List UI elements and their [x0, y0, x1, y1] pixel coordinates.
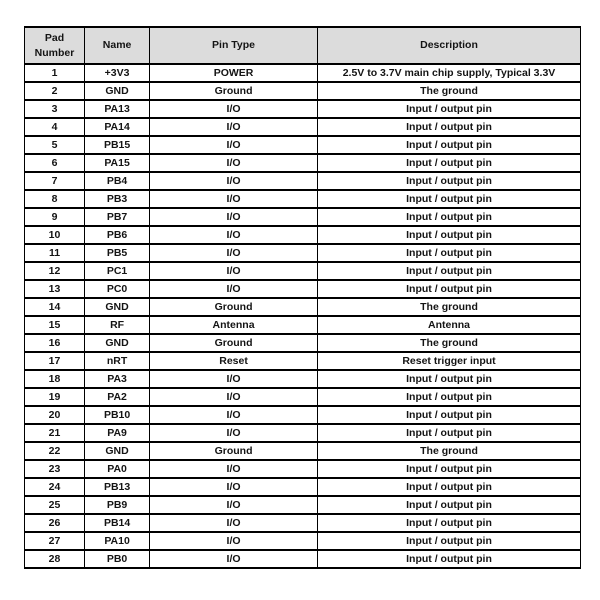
- cell-description: Input / output pin: [318, 136, 581, 154]
- table-row: [25, 64, 581, 82]
- cell-name: PC1: [85, 262, 150, 280]
- cell-description: Input / output pin: [318, 514, 581, 532]
- cell-pin-type: I/O: [150, 226, 318, 244]
- cell-description: Input / output pin: [318, 172, 581, 190]
- cell-pad-number: 23: [25, 460, 85, 478]
- table-row: [25, 82, 581, 100]
- cell-pad-number: 13: [25, 280, 85, 298]
- cell-name: PB6: [85, 226, 150, 244]
- cell-pin-type: I/O: [150, 514, 318, 532]
- cell-description: Input / output pin: [318, 424, 581, 442]
- table-row: [25, 154, 581, 172]
- cell-pad-number: 9: [25, 208, 85, 226]
- cell-pad-number: 28: [25, 550, 85, 568]
- table-row: [25, 424, 581, 442]
- cell-pad-number: 12: [25, 262, 85, 280]
- column-header-pad-number: Pad Number: [25, 27, 85, 64]
- table-row: [25, 208, 581, 226]
- cell-description: The ground: [318, 442, 581, 460]
- cell-name: PB3: [85, 190, 150, 208]
- table-header-row: [25, 27, 581, 64]
- table-row: [25, 388, 581, 406]
- table-row: [25, 298, 581, 316]
- cell-pad-number: 26: [25, 514, 85, 532]
- cell-pad-number: 21: [25, 424, 85, 442]
- pin-table-body: [25, 64, 581, 568]
- column-header-description: Description: [318, 27, 581, 64]
- cell-pad-number: 15: [25, 316, 85, 334]
- cell-pin-type: I/O: [150, 388, 318, 406]
- cell-pin-type: I/O: [150, 262, 318, 280]
- cell-pin-type: I/O: [150, 154, 318, 172]
- cell-pin-type: I/O: [150, 460, 318, 478]
- cell-description: The ground: [318, 334, 581, 352]
- cell-description: The ground: [318, 82, 581, 100]
- cell-name: PA13: [85, 100, 150, 118]
- table-row: [25, 334, 581, 352]
- table-row: [25, 478, 581, 496]
- cell-description: Input / output pin: [318, 388, 581, 406]
- cell-pin-type: Ground: [150, 82, 318, 100]
- cell-pin-type: Ground: [150, 334, 318, 352]
- cell-name: PA15: [85, 154, 150, 172]
- cell-name: PA2: [85, 388, 150, 406]
- table-row: [25, 262, 581, 280]
- cell-pad-number: 10: [25, 226, 85, 244]
- cell-description: Input / output pin: [318, 154, 581, 172]
- cell-name: GND: [85, 298, 150, 316]
- cell-pin-type: POWER: [150, 64, 318, 82]
- cell-pad-number: 18: [25, 370, 85, 388]
- cell-name: PB0: [85, 550, 150, 568]
- cell-pad-number: 24: [25, 478, 85, 496]
- cell-pin-type: I/O: [150, 172, 318, 190]
- cell-pad-number: 19: [25, 388, 85, 406]
- table-row: [25, 136, 581, 154]
- cell-pad-number: 3: [25, 100, 85, 118]
- cell-pad-number: 27: [25, 532, 85, 550]
- table-row: [25, 172, 581, 190]
- cell-pad-number: 11: [25, 244, 85, 262]
- cell-pin-type: Antenna: [150, 316, 318, 334]
- cell-description: Input / output pin: [318, 118, 581, 136]
- cell-pad-number: 4: [25, 118, 85, 136]
- cell-pin-type: I/O: [150, 532, 318, 550]
- cell-pin-type: I/O: [150, 136, 318, 154]
- cell-pad-number: 22: [25, 442, 85, 460]
- cell-pin-type: I/O: [150, 244, 318, 262]
- cell-description: Input / output pin: [318, 406, 581, 424]
- cell-pad-number: 2: [25, 82, 85, 100]
- cell-description: Input / output pin: [318, 208, 581, 226]
- table-row: [25, 460, 581, 478]
- cell-name: PA14: [85, 118, 150, 136]
- table-row: [25, 316, 581, 334]
- cell-name: +3V3: [85, 64, 150, 82]
- table-row: [25, 370, 581, 388]
- table-row: [25, 100, 581, 118]
- cell-pin-type: I/O: [150, 478, 318, 496]
- cell-pin-type: I/O: [150, 496, 318, 514]
- cell-name: PB5: [85, 244, 150, 262]
- cell-pad-number: 20: [25, 406, 85, 424]
- table-row: [25, 496, 581, 514]
- table-row: [25, 118, 581, 136]
- cell-description: Input / output pin: [318, 280, 581, 298]
- cell-pad-number: 5: [25, 136, 85, 154]
- cell-name: PB13: [85, 478, 150, 496]
- cell-description: The ground: [318, 298, 581, 316]
- cell-name: RF: [85, 316, 150, 334]
- cell-description: Input / output pin: [318, 262, 581, 280]
- cell-description: Input / output pin: [318, 460, 581, 478]
- cell-name: PC0: [85, 280, 150, 298]
- pin-description-table: [24, 26, 581, 569]
- cell-description: Input / output pin: [318, 496, 581, 514]
- cell-pin-type: Ground: [150, 298, 318, 316]
- cell-pad-number: 8: [25, 190, 85, 208]
- cell-pin-type: Ground: [150, 442, 318, 460]
- cell-description: Input / output pin: [318, 478, 581, 496]
- cell-description: Input / output pin: [318, 550, 581, 568]
- table-row: [25, 514, 581, 532]
- cell-pad-number: 16: [25, 334, 85, 352]
- cell-description: 2.5V to 3.7V main chip supply, Typical 3.3V: [318, 64, 581, 82]
- column-header-name: Name: [85, 27, 150, 64]
- table-row: [25, 280, 581, 298]
- cell-pin-type: I/O: [150, 424, 318, 442]
- table-row: [25, 550, 581, 568]
- cell-name: PB10: [85, 406, 150, 424]
- cell-pin-type: I/O: [150, 100, 318, 118]
- cell-description: Input / output pin: [318, 100, 581, 118]
- cell-pad-number: 17: [25, 352, 85, 370]
- cell-pad-number: 14: [25, 298, 85, 316]
- cell-description: Reset trigger input: [318, 352, 581, 370]
- cell-name: PB14: [85, 514, 150, 532]
- cell-pin-type: I/O: [150, 406, 318, 424]
- cell-name: PA10: [85, 532, 150, 550]
- cell-pin-type: I/O: [150, 118, 318, 136]
- table-row: [25, 352, 581, 370]
- cell-name: PA3: [85, 370, 150, 388]
- cell-pin-type: I/O: [150, 190, 318, 208]
- cell-name: PA9: [85, 424, 150, 442]
- cell-pin-type: Reset: [150, 352, 318, 370]
- cell-pin-type: I/O: [150, 280, 318, 298]
- cell-name: GND: [85, 82, 150, 100]
- table-row: [25, 442, 581, 460]
- table-row: [25, 406, 581, 424]
- cell-name: nRT: [85, 352, 150, 370]
- table-row: [25, 226, 581, 244]
- cell-description: Antenna: [318, 316, 581, 334]
- cell-pad-number: 6: [25, 154, 85, 172]
- cell-description: Input / output pin: [318, 244, 581, 262]
- cell-name: PB9: [85, 496, 150, 514]
- cell-name: GND: [85, 334, 150, 352]
- cell-pad-number: 25: [25, 496, 85, 514]
- cell-description: Input / output pin: [318, 190, 581, 208]
- cell-name: PB15: [85, 136, 150, 154]
- cell-pad-number: 1: [25, 64, 85, 82]
- cell-name: PA0: [85, 460, 150, 478]
- cell-description: Input / output pin: [318, 226, 581, 244]
- cell-pin-type: I/O: [150, 550, 318, 568]
- cell-name: PB4: [85, 172, 150, 190]
- table-row: [25, 244, 581, 262]
- cell-name: GND: [85, 442, 150, 460]
- column-header-pin-type: Pin Type: [150, 27, 318, 64]
- cell-pin-type: I/O: [150, 208, 318, 226]
- cell-pin-type: I/O: [150, 370, 318, 388]
- cell-description: Input / output pin: [318, 532, 581, 550]
- table-row: [25, 190, 581, 208]
- cell-name: PB7: [85, 208, 150, 226]
- cell-pad-number: 7: [25, 172, 85, 190]
- table-row: [25, 532, 581, 550]
- cell-description: Input / output pin: [318, 370, 581, 388]
